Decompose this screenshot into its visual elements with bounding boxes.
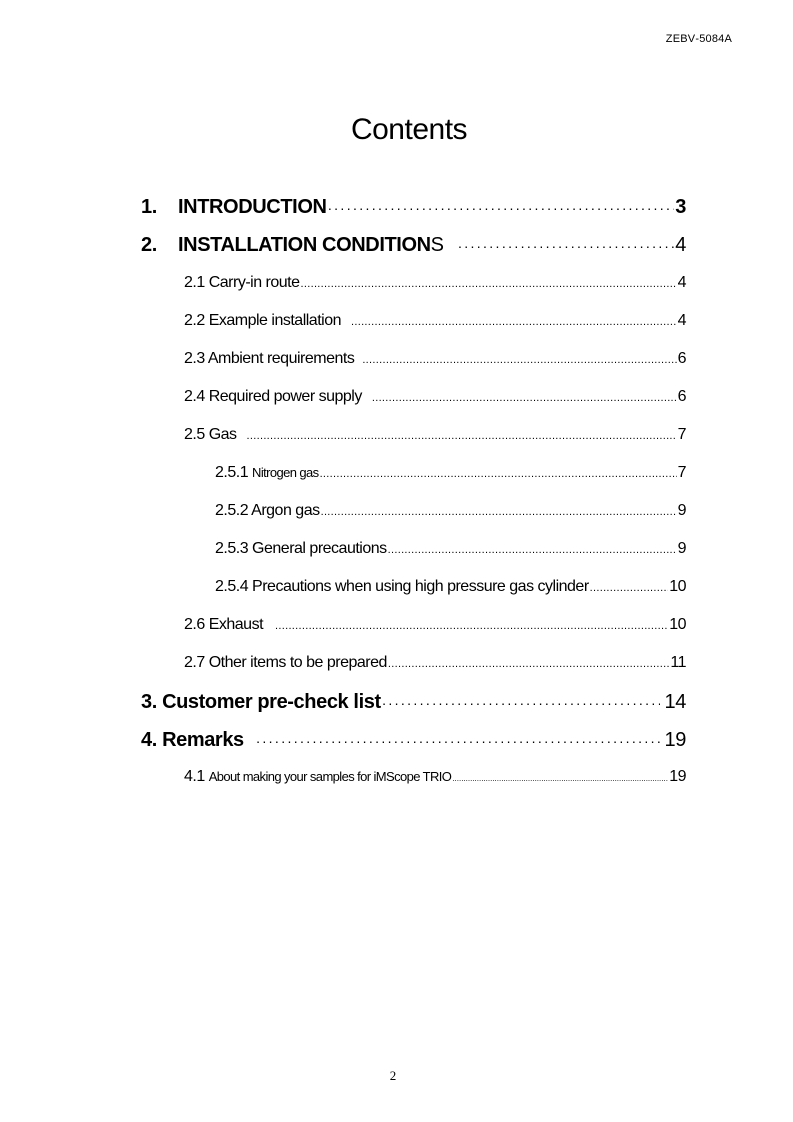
toc-page: 14 bbox=[664, 691, 686, 713]
toc-number: 2.7 bbox=[184, 654, 205, 671]
toc-title: Gas bbox=[208, 426, 237, 443]
toc-title: Customer pre-check list bbox=[162, 691, 381, 713]
toc-number: 2.5.3 bbox=[215, 540, 249, 557]
document-code: ZEBV‑5084A bbox=[665, 33, 732, 45]
toc-leader bbox=[320, 468, 677, 480]
toc-page: 4 bbox=[677, 312, 686, 329]
toc-leader bbox=[351, 316, 677, 328]
toc-number: 2.5.4 bbox=[215, 578, 249, 595]
toc-number: 2.5.1 bbox=[215, 464, 249, 481]
toc-title: Argon gas bbox=[251, 502, 320, 519]
toc-entry-customer-pre-check-list[interactable] bbox=[141, 691, 686, 717]
toc-entry-required-power-supply[interactable] bbox=[184, 388, 686, 414]
toc-leader bbox=[256, 733, 660, 749]
toc-page: 9 bbox=[677, 540, 686, 557]
toc-entry-remarks[interactable] bbox=[141, 729, 686, 755]
toc-number: 1. bbox=[141, 196, 157, 218]
toc-leader bbox=[458, 238, 675, 254]
toc-number: 2.5 bbox=[184, 426, 205, 443]
toc-title: Example installation bbox=[208, 312, 341, 329]
toc-page: 7 bbox=[677, 426, 686, 443]
toc-leader bbox=[301, 278, 677, 290]
toc-leader bbox=[372, 392, 677, 404]
toc-page: 19 bbox=[669, 768, 686, 785]
toc-entry-carry-in-route[interactable] bbox=[184, 274, 686, 300]
toc-title: INSTALLATION CONDITION bbox=[178, 234, 431, 256]
toc-page: 7 bbox=[677, 464, 686, 481]
toc-entry-argon-gas[interactable] bbox=[215, 502, 686, 528]
toc-title: Ambient requirements bbox=[207, 350, 355, 367]
toc-title: Exhaust bbox=[208, 616, 264, 633]
toc-leader bbox=[452, 774, 668, 783]
toc-number: 3. bbox=[141, 691, 157, 713]
toc-leader bbox=[247, 430, 677, 442]
page-title: Contents bbox=[350, 113, 468, 146]
toc-number: 2.2 bbox=[184, 312, 205, 329]
toc-leader bbox=[388, 658, 669, 670]
toc-leader bbox=[328, 200, 675, 216]
toc-entry-high-pressure-cylinder[interactable] bbox=[215, 578, 686, 604]
toc-number: 2.5.2 bbox=[215, 502, 249, 519]
toc-page: 9 bbox=[677, 502, 686, 519]
toc-page: 11 bbox=[670, 654, 686, 671]
toc-entry-gas[interactable] bbox=[184, 426, 686, 452]
toc-page: 4 bbox=[677, 274, 686, 291]
toc-leader bbox=[321, 506, 677, 518]
toc-number: 2. bbox=[141, 234, 157, 256]
toc-number: 2.6 bbox=[184, 616, 205, 633]
toc-entry-general-precautions[interactable] bbox=[215, 540, 686, 566]
toc-leader bbox=[362, 354, 676, 366]
toc-entry-introduction[interactable] bbox=[141, 196, 686, 222]
toc-title-tail: S bbox=[430, 234, 444, 256]
toc-title: Carry-in route bbox=[208, 274, 300, 291]
toc-title: About making your samples for iMScope TRIO bbox=[208, 769, 452, 784]
toc-leader bbox=[382, 695, 660, 711]
toc-title: Other items to be prepared bbox=[208, 654, 387, 671]
toc-title: INTRODUCTION bbox=[178, 196, 327, 218]
toc-entry-nitrogen-gas[interactable] bbox=[215, 464, 686, 490]
toc-entry-other-items[interactable] bbox=[184, 654, 686, 680]
toc-title: Required power supply bbox=[208, 388, 362, 405]
toc-title: Remarks bbox=[162, 729, 244, 751]
page-number: 2 bbox=[389, 1068, 397, 1083]
toc-entry-exhaust[interactable] bbox=[184, 616, 686, 642]
toc-title: General precautions bbox=[252, 540, 387, 557]
toc-leader bbox=[388, 544, 677, 556]
toc-page: 10 bbox=[669, 616, 686, 633]
toc-page: 3 bbox=[675, 196, 686, 218]
toc-title: Precautions when using high pressure gas cylinder bbox=[252, 578, 589, 595]
toc-number: 4.1 bbox=[184, 768, 205, 785]
toc-number: 2.4 bbox=[184, 388, 205, 405]
toc-number: 2.1 bbox=[184, 274, 205, 291]
toc-leader bbox=[275, 620, 668, 632]
toc-page: 6 bbox=[677, 388, 686, 405]
toc-entry-ambient-requirements[interactable] bbox=[184, 350, 686, 376]
toc-page: 4 bbox=[675, 234, 686, 256]
toc-number: 4. bbox=[141, 729, 157, 751]
toc-title: Nitrogen gas bbox=[252, 465, 319, 480]
toc-entry-making-samples[interactable] bbox=[184, 768, 686, 794]
toc-page: 19 bbox=[664, 729, 686, 751]
toc-page: 10 bbox=[669, 578, 686, 595]
toc-entry-example-installation[interactable] bbox=[184, 312, 686, 338]
toc-page: 6 bbox=[677, 350, 686, 367]
toc-leader bbox=[590, 582, 669, 594]
toc-entry-installation-conditions[interactable] bbox=[141, 234, 686, 260]
toc-number: 2.3 bbox=[184, 350, 205, 367]
